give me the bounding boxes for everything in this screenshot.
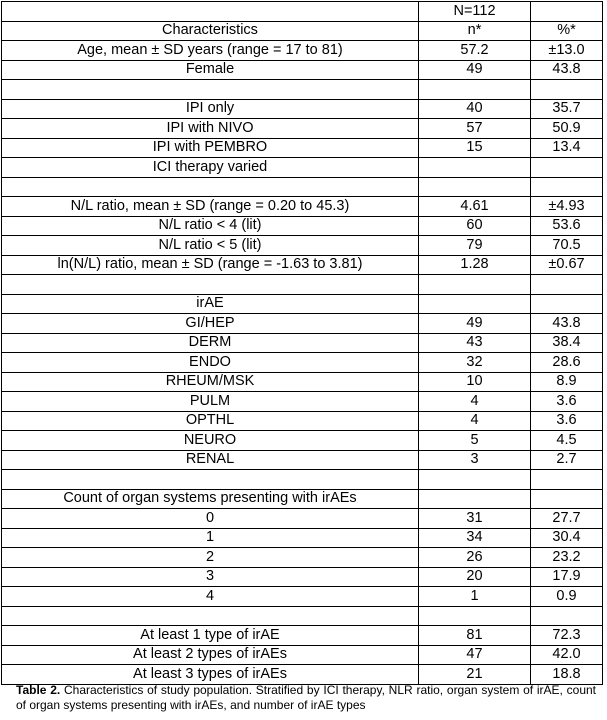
row-pct: 50.9 xyxy=(531,119,603,139)
table-row xyxy=(2,548,603,568)
n-total-cell: N=112 xyxy=(419,2,531,22)
table-row xyxy=(2,645,603,665)
row-label: IPI with PEMBRO xyxy=(2,138,419,158)
row-label: IPI only xyxy=(2,99,419,119)
table-row xyxy=(2,411,603,431)
row-pct: 27.7 xyxy=(531,509,603,529)
row-label: 3 xyxy=(2,567,419,587)
row-n: 4.61 xyxy=(419,197,531,217)
row-pct: ±13.0 xyxy=(531,41,603,61)
row-label: N/L ratio < 5 (lit) xyxy=(2,236,419,256)
row-label: ln(N/L) ratio, mean ± SD (range = -1.63 to 3.81) xyxy=(2,255,419,275)
table-caption xyxy=(16,683,596,713)
table-header-row xyxy=(2,21,603,41)
row-n: 1 xyxy=(419,587,531,607)
row-n: 21 xyxy=(419,665,531,685)
row-label: DERM xyxy=(2,333,419,353)
empty-cell xyxy=(531,2,603,22)
row-label: ICI therapy varied xyxy=(2,158,419,178)
blank-row xyxy=(2,80,603,100)
row-pct: 38.4 xyxy=(531,333,603,353)
row-n: 47 xyxy=(419,645,531,665)
table-row xyxy=(2,587,603,607)
n-header: n* xyxy=(419,21,531,41)
row-label: At least 1 type of irAE xyxy=(2,626,419,646)
table-row xyxy=(2,236,603,256)
row-pct: 35.7 xyxy=(531,99,603,119)
table-row xyxy=(2,333,603,353)
row-n: 15 xyxy=(419,138,531,158)
row-label: At least 3 types of irAEs xyxy=(2,665,419,685)
row-label: 0 xyxy=(2,509,419,529)
row-n: 49 xyxy=(419,314,531,334)
row-n: 1.28 xyxy=(419,255,531,275)
section-label: irAE xyxy=(2,294,419,314)
row-pct: 72.3 xyxy=(531,626,603,646)
row-pct: 53.6 xyxy=(531,216,603,236)
row-label: At least 2 types of irAEs xyxy=(2,645,419,665)
row-n: 43 xyxy=(419,333,531,353)
row-pct: 13.4 xyxy=(531,138,603,158)
table-row xyxy=(2,626,603,646)
row-n: 40 xyxy=(419,99,531,119)
characteristics-table xyxy=(1,1,603,685)
row-pct: 28.6 xyxy=(531,353,603,373)
table-row xyxy=(2,99,603,119)
blank-row xyxy=(2,275,603,295)
row-label: ENDO xyxy=(2,353,419,373)
row-pct: 43.8 xyxy=(531,314,603,334)
table-row xyxy=(2,119,603,139)
row-n: 57.2 xyxy=(419,41,531,61)
row-pct: 8.9 xyxy=(531,372,603,392)
row-pct: 43.8 xyxy=(531,60,603,80)
row-label: NEURO xyxy=(2,431,419,451)
table-row xyxy=(2,60,603,80)
row-pct: 18.8 xyxy=(531,665,603,685)
row-label: Age, mean ± SD years (range = 17 to 81) xyxy=(2,41,419,61)
row-n: 26 xyxy=(419,548,531,568)
table-row xyxy=(2,158,603,178)
row-n: 4 xyxy=(419,411,531,431)
row-pct: ±0.67 xyxy=(531,255,603,275)
table-row xyxy=(2,138,603,158)
table-row xyxy=(2,294,603,314)
table-row xyxy=(2,2,603,22)
row-n: 57 xyxy=(419,119,531,139)
row-pct: ±4.93 xyxy=(531,197,603,217)
table-row xyxy=(2,314,603,334)
row-pct: 23.2 xyxy=(531,548,603,568)
row-label: RHEUM/MSK xyxy=(2,372,419,392)
row-n: 20 xyxy=(419,567,531,587)
table-row xyxy=(2,450,603,470)
row-label: OPTHL xyxy=(2,411,419,431)
row-pct: 2.7 xyxy=(531,450,603,470)
row-label: 1 xyxy=(2,528,419,548)
row-label: RENAL xyxy=(2,450,419,470)
row-pct: 17.9 xyxy=(531,567,603,587)
table-row xyxy=(2,528,603,548)
table-row xyxy=(2,372,603,392)
row-label: N/L ratio < 4 (lit) xyxy=(2,216,419,236)
row-n: 5 xyxy=(419,431,531,451)
table-row xyxy=(2,41,603,61)
row-label: 2 xyxy=(2,548,419,568)
table-row xyxy=(2,431,603,451)
row-pct: 3.6 xyxy=(531,411,603,431)
caption-label: Table 2. xyxy=(16,683,61,697)
blank-row xyxy=(2,470,603,490)
table-row xyxy=(2,255,603,275)
blank-row xyxy=(2,177,603,197)
table-row xyxy=(2,216,603,236)
table-row xyxy=(2,489,603,509)
row-n: 31 xyxy=(419,509,531,529)
row-n: 79 xyxy=(419,236,531,256)
table-row xyxy=(2,197,603,217)
row-n: 49 xyxy=(419,60,531,80)
row-pct: 30.4 xyxy=(531,528,603,548)
row-label: Female xyxy=(2,60,419,80)
row-n: 32 xyxy=(419,353,531,373)
row-n: 34 xyxy=(419,528,531,548)
row-label: N/L ratio, mean ± SD (range = 0.20 to 45.3) xyxy=(2,197,419,217)
table-row xyxy=(2,353,603,373)
table-row xyxy=(2,509,603,529)
pct-header: %* xyxy=(531,21,603,41)
table-row xyxy=(2,567,603,587)
row-pct: 0.9 xyxy=(531,587,603,607)
row-n: 4 xyxy=(419,392,531,412)
empty-cell xyxy=(2,2,419,22)
row-n: 60 xyxy=(419,216,531,236)
row-label: GI/HEP xyxy=(2,314,419,334)
row-n: 81 xyxy=(419,626,531,646)
blank-row xyxy=(2,606,603,626)
caption-text: Characteristics of study population. Stratified by ICI therapy, NLR ratio, organ system of irAE, count of organ systems presenting with irAEs, and number of irAE types xyxy=(16,683,596,712)
row-label: 4 xyxy=(2,587,419,607)
row-pct: 42.0 xyxy=(531,645,603,665)
row-n: 3 xyxy=(419,450,531,470)
row-label: PULM xyxy=(2,392,419,412)
characteristics-header: Characteristics xyxy=(2,21,419,41)
row-pct: 70.5 xyxy=(531,236,603,256)
row-pct: 3.6 xyxy=(531,392,603,412)
row-pct: 4.5 xyxy=(531,431,603,451)
section-label: Count of organ systems presenting with irAEs xyxy=(2,489,419,509)
table-row xyxy=(2,665,603,685)
row-label: IPI with NIVO xyxy=(2,119,419,139)
table-row xyxy=(2,392,603,412)
row-n: 10 xyxy=(419,372,531,392)
